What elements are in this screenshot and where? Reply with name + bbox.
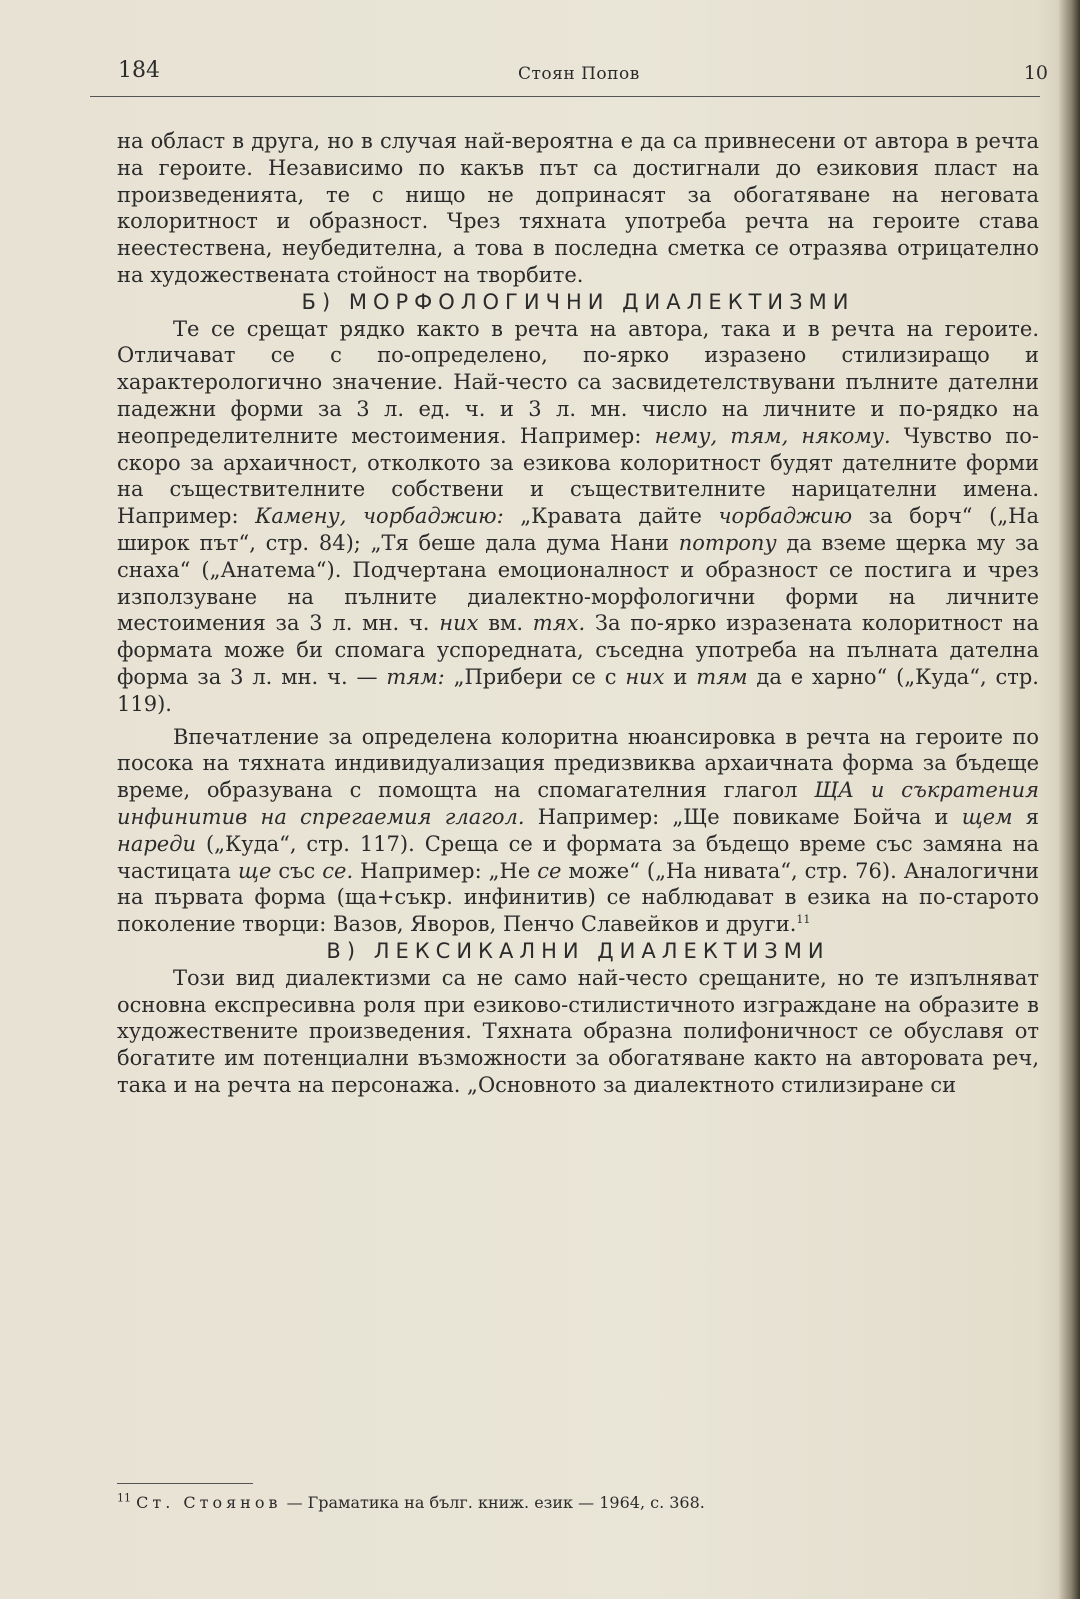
intro-paragraph: на област в друга, но в случая най-вероятна е да са привнесени от автора в речта на героите. Независимо по какъв път са достигнали до езиковия пласт на произведенията, те с нищо не допринасят за обогатяване на неговата колоритност и образност. Чрез тяхната употреба речта на героите става неестествена, неубедителна, а това в последна сметка се отразява отрицателно на художествената стойност на творбите. [117,129,1039,287]
example-word: них [625,664,665,689]
text-run: може“ („На нивата“, стр. 76). Аналогични на първата форма (ща+съкр. инфинитив) се наблюдават в езика на по-старото поколение творци: Вазов, Яворов, Пенчо Славейков и други. [117,858,1040,937]
example-word: Камену, чорбаджию: [255,504,504,529]
example-word: тям: [386,664,445,689]
text-run: Например: „Ще повикаме Бойча и [524,804,962,829]
text-run: Те се срещат рядко както в речта на автора, така и в речта на героите. Отличават се с по-определено, по-ярко изразено стилизиращо и характерологично значение. Най-често са засвидетелствувани пълните дателни падежни форми за 3 л. ед. ч. и 3 л. мн. число на личните и по-рядко на неопределителните местоимения. Например: [117,316,1039,448]
example-word: ще [237,858,272,883]
paragraph-lexical: Този вид диалектизми са не само най-често срещаните, но те изпълняват основна експресивна роля при езиково-стилистичното изграждане на образите в художествените произведения. Тяхната образна полифоничност се обуславя от богатите им потенциални възможности за обогатяване както на авторовата реч, така и на речта на персонажа. „Основното за диалектното стилизиране си [117,965,1039,1097]
footnote-rule [117,1483,253,1484]
example-word: нему, тям, някому. [654,423,891,448]
text-run: За по-ярко изразената колоритност на формата може би спомага успоредната, съседна употреба на пълната дателна форма за 3 л. мн. ч. — [117,611,1039,689]
example-word: них [439,611,479,636]
paragraph-morphological-1 [117,316,1039,718]
text-run: я [1012,804,1039,829]
text-run: Впечатление за определена колоритна нюансировка в речта на героите по посока на тяхната индивидуализация предизвиква архаичната форма за бъдеще време, образувана с помощта на спомагателния глагол [117,724,1039,803]
footnote [117,1492,977,1514]
page-edge-shadow [1058,0,1080,1599]
example-word: ЩА и съкратения инфинитив на спрегаемия глагол. [117,778,1040,829]
footnote-mark: 11 [117,1491,131,1505]
heading-lexical: В) ЛЕКСИКАЛНИ ДИАЛЕКТИЗМИ [326,938,830,963]
heading-morphological: Б) МОРФОЛОГИЧНИ ДИАЛЕКТИЗМИ [301,289,855,314]
text-run: вм. [478,611,533,636]
example-word: се. [322,858,354,883]
running-header [118,58,1048,94]
text-run: Чувство по-скоро за архаичност, отколкото за езикова колоритност будят дателните форми на съществителните собствени и съществителните нарицателни имена. Например: [117,423,1039,529]
text-run: „Кравата дайте [503,504,719,529]
text-run: със [271,858,323,883]
example-word: тях. [532,611,586,636]
example-word: нареди [117,831,197,856]
text-run: („Куда“, стр. 117). Среща се и формата за бъдещо време със замяна на частицата [117,831,1039,883]
footnote-author: Ст. Стоянов [136,1493,282,1512]
text-run: Например: „Не [353,858,538,883]
main-text [117,128,1039,1099]
header-rule [90,96,1040,97]
example-word: тям [696,664,748,689]
header-right-mark: 10 [1023,62,1048,84]
example-word: се [537,858,562,883]
text-run: и [664,664,697,689]
example-word: щем [961,804,1013,829]
page-number: 184 [118,58,160,83]
text-run: да е харно“ („Куда“, стр. 119). [117,664,1039,716]
text-run: „Прибери се с [444,664,626,689]
footnote-text: — Граматика на бълг. книж. език — 1964, с. 368. [281,1493,705,1512]
example-word: потропу [678,530,777,555]
footnote-reference: 11 [796,913,811,927]
paragraph-morphological-2 [117,724,1039,938]
running-title: Стоян Попов [518,64,640,84]
example-word: чорбаджию [718,504,853,529]
text-run: да вземе щерка му за снаха“ („Анатема“). Подчертана емоционалност и образност се постига и чрез използуване на пълните диалектно-морфологични форми на личните местоимения за 3 л. мн. ч. [117,530,1039,636]
text-run: за борч“ („На широк път“, стр. 84); „Тя беше дала дума Нани [117,504,1039,555]
